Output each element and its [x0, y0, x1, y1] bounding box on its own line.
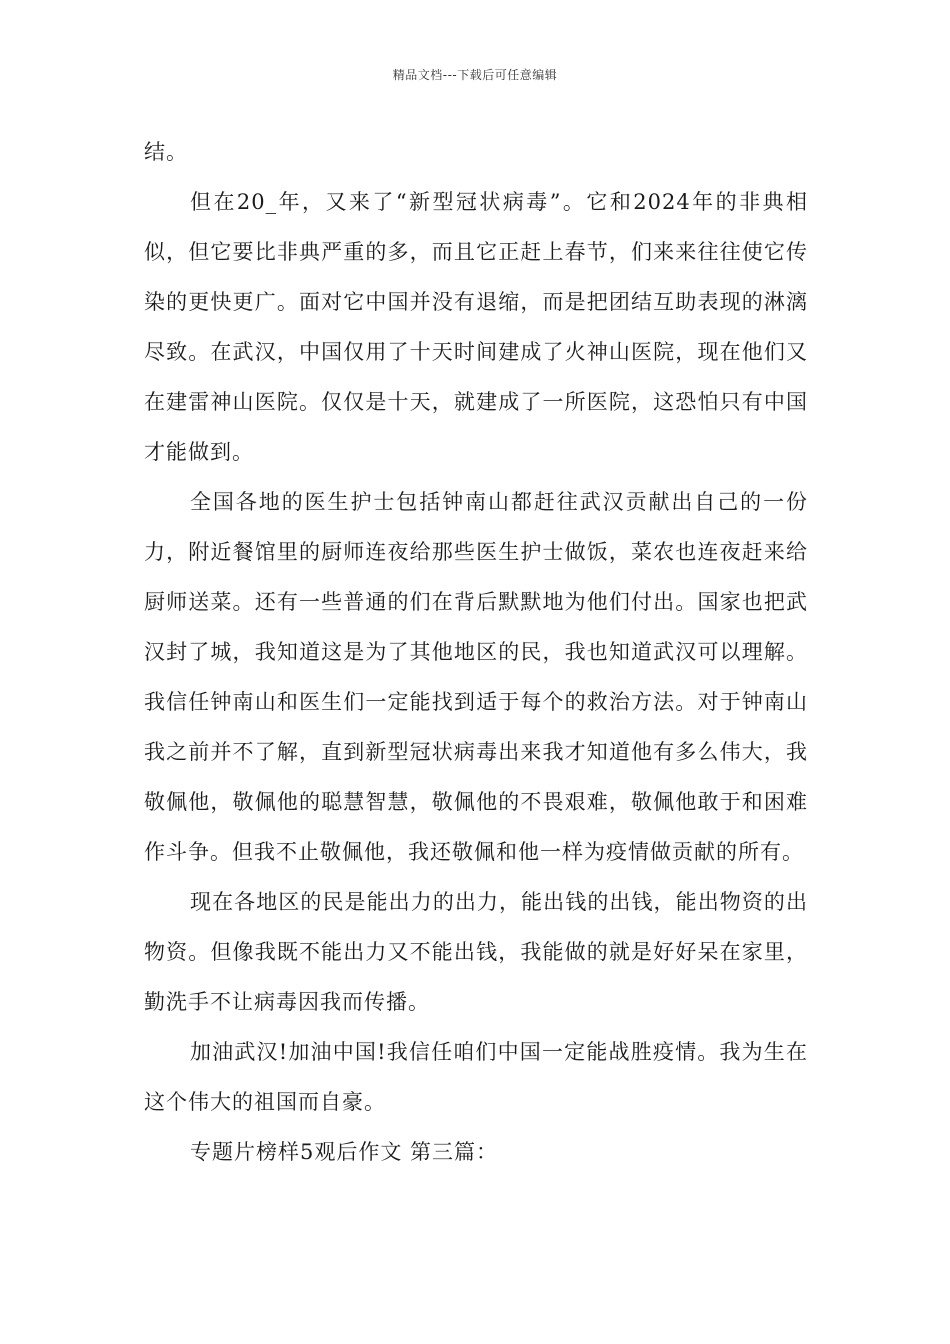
paragraph-medical-staff: 全国各地的医生护士包括钟南山都赶往武汉贡献出自己的一份力，附近餐馆里的厨师连夜给那些医生护士做饭，菜农也连夜赶来给厨师送菜。还有一些普通的们在背后默默地为他们付出。国家也把武汉封了城，我知道这是为了其他地区的民，我也知道武汉可以理解。我信任钟南山和医生们一定能找到适于每个的救治方法。对于钟南山我之前并不了解，直到新型冠状病毒出来我才知道他有多么伟大，我敬佩他，敬佩他的聪慧智慧，敬佩他的不畏艰难，敬佩他敢于和困难作斗争。但我不止敬佩他，我还敬佩和他一样为疫情做贡献的所有。 [144, 490, 808, 864]
page-header: 精品文档---下载后可任意编辑 [392, 68, 558, 82]
section-heading: 专题片榜样5观后作文 第三篇： [190, 1140, 499, 1164]
paragraph-continuation: 结。 [144, 140, 188, 164]
paragraph-cheer: 加油武汉!加油中国!我信任咱们中国一定能战胜疫情。我为生在这个伟大的祖国而自豪。 [144, 1040, 808, 1114]
document-body [144, 127, 808, 1177]
paragraph-coronavirus: 但在20_年，又来了“新型冠状病毒”。它和2024年的非典相似，但它要比非典严重的多，而且它正赶上春节，们来来往往使它传染的更快更广。面对它中国并没有退缩，而是把团结互助表现的淋漓尽致。在武汉，中国仅用了十天时间建成了火神山医院，现在他们又在建雷神山医院。仅仅是十天，就建成了一所医院，这恐怕只有中国才能做到。 [144, 190, 808, 464]
paragraph-contribution: 现在各地区的民是能出力的出力，能出钱的出钱，能出物资的出物资。但像我既不能出力又不能出钱，我能做的就是好好呆在家里，勤洗手不让病毒因我而传播。 [144, 890, 808, 1014]
